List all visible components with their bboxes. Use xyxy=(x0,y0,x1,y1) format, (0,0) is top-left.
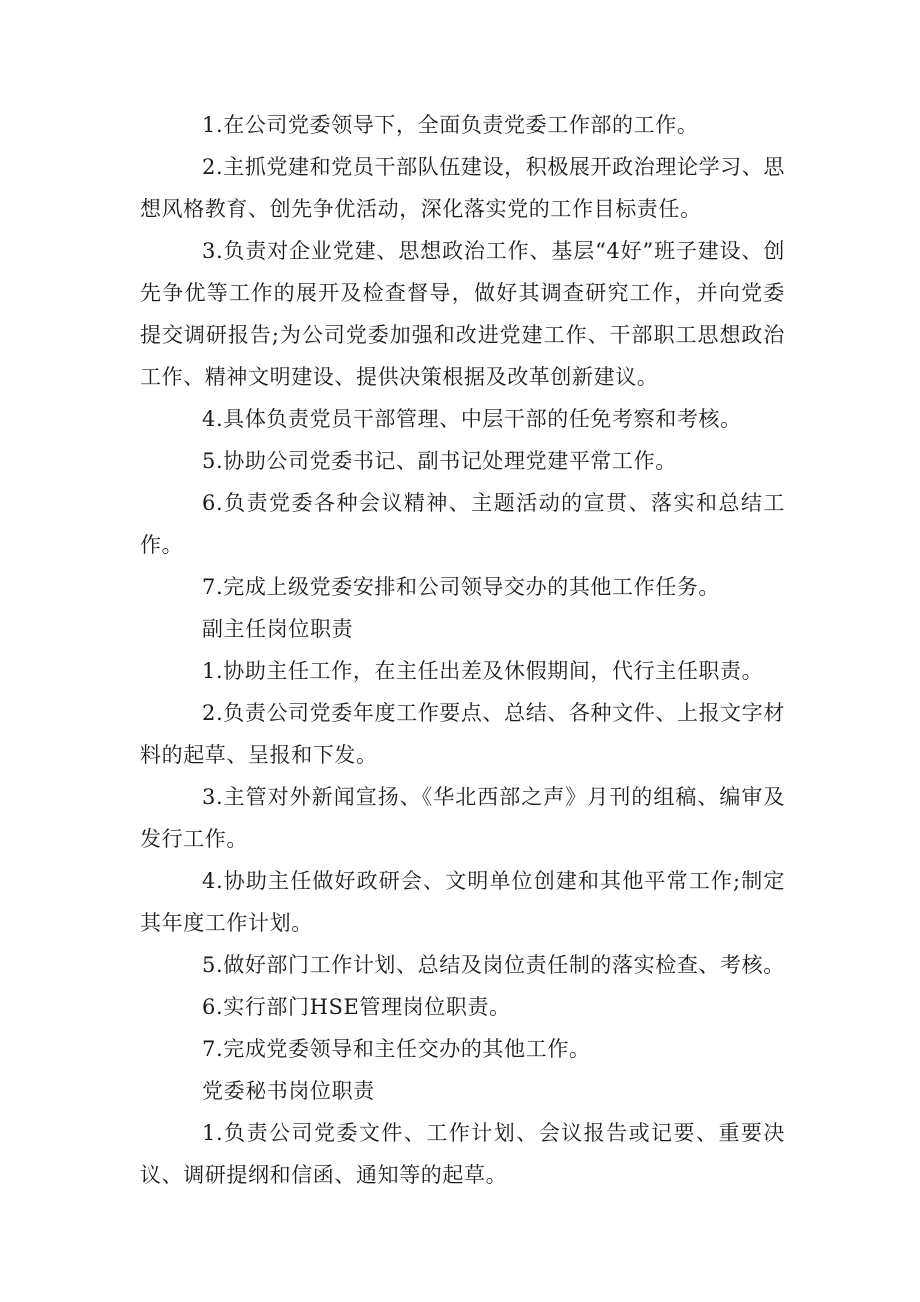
paragraph-2: 2.主抓党建和党员干部队伍建设，积极展开政治理论学习、思想风格教育、创先争优活动，深化落实党的工作目标责任。 xyxy=(140,155,785,221)
section-heading-party-secretary: 党委秘书岗位职责 xyxy=(202,1079,375,1103)
paragraph-15: 1.负责公司党委文件、工作计划、会议报告或记要、重要决议、调研提纲和信函、通知等的起草。 xyxy=(140,1121,785,1187)
section-heading-deputy-director: 副主任岗位职责 xyxy=(202,617,354,641)
paragraph-13: 6.实行部门HSE管理岗位职责。 xyxy=(202,995,511,1019)
paragraph-9: 2.负责公司党委年度工作要点、总结、各种文件、上报文字材料的起草、呈报和下发。 xyxy=(140,701,785,767)
paragraph-10: 3.主管对外新闻宣扬、《华北西部之声》月刊的组稿、编审及发行工作。 xyxy=(140,785,785,851)
document-body xyxy=(140,104,785,1196)
paragraph-6: 6.负责党委各种会议精神、主题活动的宣贯、落实和总结工作。 xyxy=(140,491,785,557)
paragraph-7: 7.完成上级党委安排和公司领导交办的其他工作任务。 xyxy=(202,575,721,599)
paragraph-3: 3.负责对企业党建、思想政治工作、基层“4好”班子建设、创先争优等工作的展开及检查督导，做好其调查研究工作，并向党委提交调研报告;为公司党委加强和改进党建工作、干部职工思想政治工作、精神文明建设、提供决策根据及改革创新建议。 xyxy=(140,239,785,389)
paragraph-12: 5.做好部门工作计划、总结及岗位责任制的落实检查、考核。 xyxy=(202,953,785,977)
paragraph-11: 4.协助主任做好政研会、文明单位创建和其他平常工作;制定其年度工作计划。 xyxy=(140,869,785,935)
paragraph-8: 1.协助主任工作，在主任出差及休假期间，代行主任职责。 xyxy=(202,659,764,683)
paragraph-1: 1.在公司党委领导下，全面负责党委工作部的工作。 xyxy=(202,113,699,137)
paragraph-14: 7.完成党委领导和主任交办的其他工作。 xyxy=(202,1037,591,1061)
paragraph-4: 4.具体负责党员干部管理、中层干部的任免考察和考核。 xyxy=(202,407,742,431)
paragraph-5: 5.协助公司党委书记、副书记处理党建平常工作。 xyxy=(202,449,677,473)
